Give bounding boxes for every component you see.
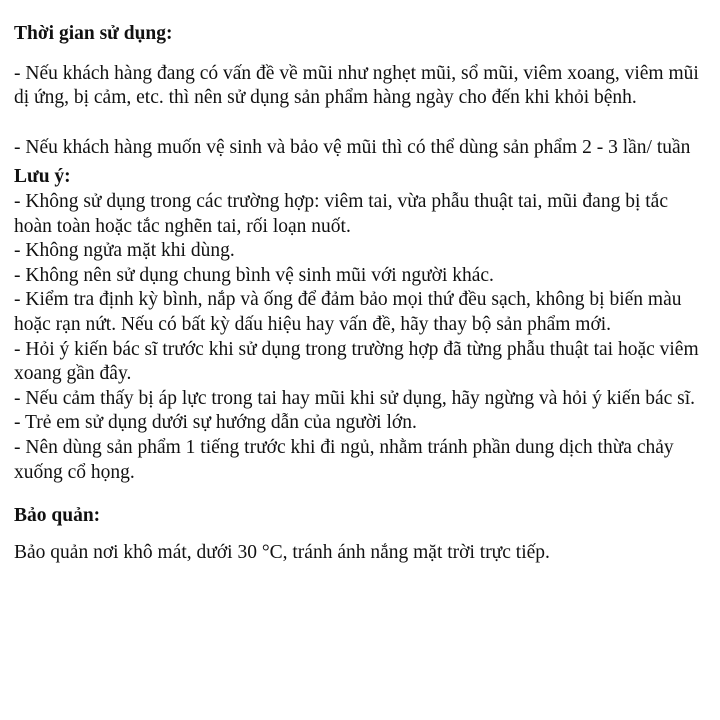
notes-heading: Lưu ý: [14,166,71,188]
note-item: - Nên dùng sản phẩm 1 tiếng trước khi đi ngủ, nhằm tránh phần dung dịch thừa chảy xuống cổ họng. [14,436,674,483]
note-item: - Không ngửa mặt khi dùng. [14,240,235,262]
storage-heading: Bảo quản: [14,505,101,527]
usage-paragraph-weekly: - Nếu khách hàng muốn vệ sinh và bảo vệ mũi thì có thể dùng sản phẩm 2 - 3 lần/ tuần [14,136,691,158]
usage-time-heading: Thời gian sử dụng: [14,23,173,44]
note-item: - Trẻ em sử dụng dưới sự hướng dẫn của người lớn. [14,412,417,434]
note-item: - Nếu cảm thấy bị áp lực trong tai hay mũi khi sử dụng, hãy ngừng và hỏi ý kiến bác sĩ. [14,387,696,409]
storage-text: Bảo quản nơi khô mát, dưới 30 °C, tránh ánh nắng mặt trời trực tiếp. [14,541,550,563]
usage-paragraph-daily: - Nếu khách hàng đang có vấn đề về mũi như nghẹt mũi, sổ mũi, viêm xoang, viêm mũi dị ứng, bị cảm, etc. thì nên sử dụng sản phẩm hàng ngày cho đến khi khỏi bệnh. [14,62,699,109]
note-item: - Kiểm tra định kỳ bình, nắp và ống để đảm bảo mọi thứ đều sạch, không bị biến màu hoặc rạn nứt. Nếu có bất kỳ dấu hiệu hay vấn đề, hãy thay bộ sản phẩm mới. [14,289,682,335]
note-item: - Hỏi ý kiến bác sĩ trước khi sử dụng trong trường hợp đã từng phẫu thuật tai hoặc viêm xoang gần đây. [14,338,699,385]
notes-list [14,190,710,485]
product-instructions-document [14,22,710,565]
note-item: - Không nên sử dụng chung bình vệ sinh mũi với người khác. [14,264,494,286]
note-item: - Không sử dụng trong các trường hợp: viêm tai, vừa phẫu thuật tai, mũi đang bị tắc hoàn toàn hoặc tắc nghẽn tai, rối loạn nuốt. [14,190,668,237]
